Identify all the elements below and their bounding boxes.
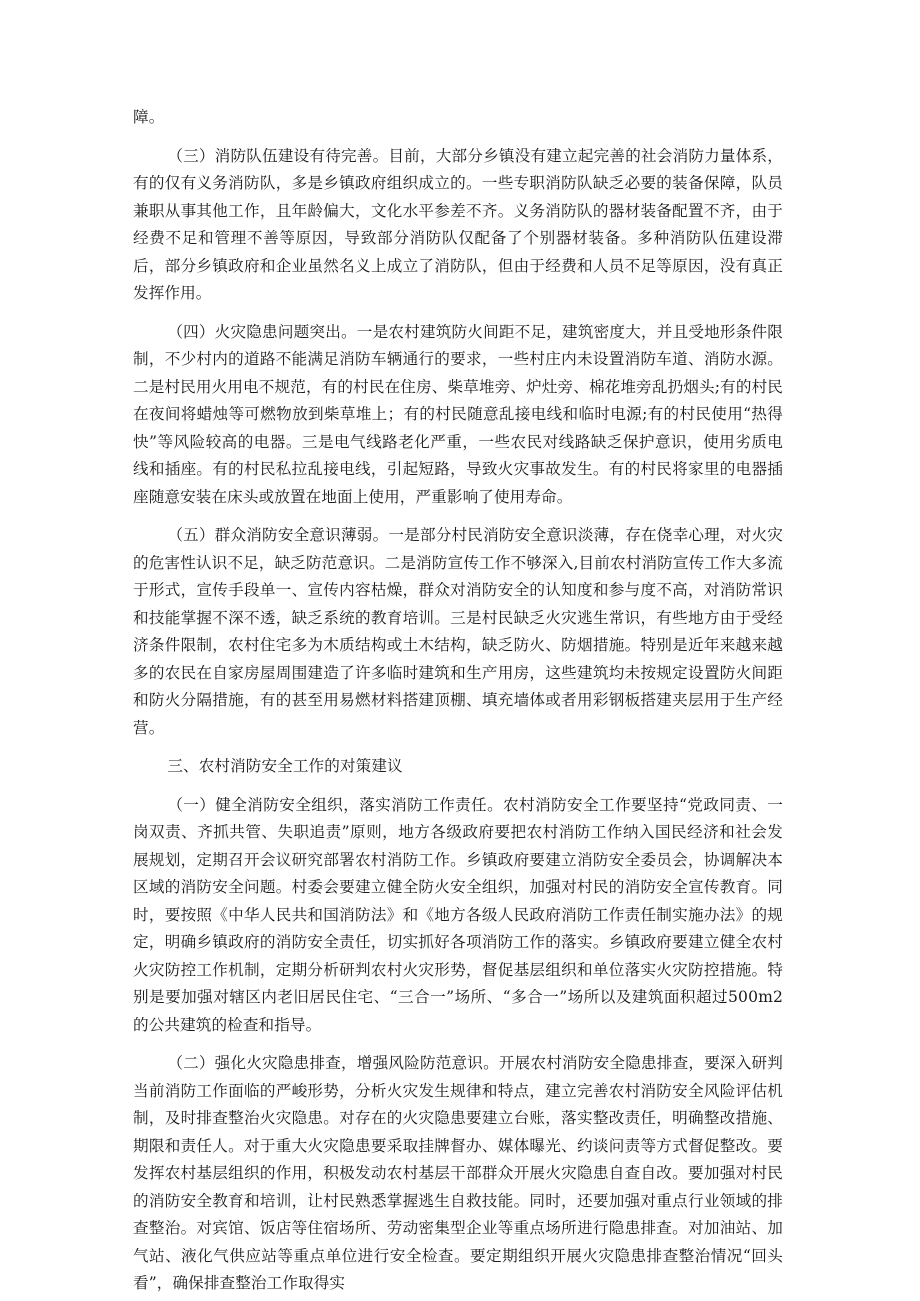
paragraph-organization: （一）健全消防安全组织，落实消防工作责任。农村消防安全工作要坚持“党政同责、一岗双责、齐抓共管、失职追责”原则，地方各级政府要把农村消防工作纳入国民经济和社会发展规划，定期召开会议研究部署农村消防工作。乡镇政府要建立消防安全委员会，协调解决本区域的消防安全问题。村委会要建立健全防火安全组织，加强对村民的消防安全宣传教育。同时，要按照《中华人民共和国消防法》和《地方各级人民政府消防工作责任制实施办法》的规定，明确乡镇政府的消防安全责任，切实抓好各项消防工作的落实。乡镇政府要建立健全农村火灾防控工作机制，定期分析研判农村火灾形势，督促基层组织和单位落实火灾防控措施。特别是要加强对辖区内老旧居民住宅、“三合一”场所、“多合一”场所以及建筑面积超过500m2的公共建筑的检查和指导。 xyxy=(133,795,783,1034)
paragraph-public-awareness: （五）群众消防安全意识薄弱。一是部分村民消防安全意识淡薄，存在侥幸心理，对火灾的危害性认识不足，缺乏防范意识。二是消防宣传工作不够深入,目前农村消防宣传工作大多流于形式，宣传手段单一、宣传内容枯燥，群众对消防安全的认知度和参与度不高，对消防常识和技能掌握不深不透，缺乏系统的教育培训。三是村民缺乏火灾逃生常识，有些地方由于受经济条件限制，农村住宅多为木质结构或土木结构，缺乏防火、防烟措施。特别是近年来越来越多的农民在自家房屋周围建造了许多临时建筑和生产用房，这些建筑均未按规定设置防火间距和防火分隔措施，有的甚至用易燃材料搭建顶棚、填充墙体或者用彩钢板搭建夹层用于生产经营。 xyxy=(133,526,783,737)
document-page xyxy=(133,104,783,1298)
paragraph-fire-hazards: （四）火灾隐患问题突出。一是农村建筑防火间距不足，建筑密度大，并且受地形条件限制，不少村内的道路不能满足消防车辆通行的要求，一些村庄内未设置消防车道、消防水源。二是村民用火用电不规范，有的村民在住房、柴草堆旁、炉灶旁、棉花堆旁乱扔烟头;有的村民在夜间将蜡烛等可燃物放到柴草堆上；有的村民随意乱接电线和临时电源;有的村民使用“热得快”等风险较高的电器。三是电气线路老化严重，一些农民对线路缺乏保护意识，使用劣质电线和插座。有的村民私拉乱接电线，引起短路，导致火灾事故发生。有的村民将家里的电器插座随意安装在床头或放置在地面上使用，严重影响了使用寿命。 xyxy=(133,322,783,506)
paragraph-hazard-inspection: （二）强化火灾隐患排查，增强风险防范意识。开展农村消防安全隐患排查，要深入研判当前消防工作面临的严峻形势，分析火灾发生规律和特点，建立完善农村消防安全风险评估机制，及时排查整治火灾隐患。对存在的火灾隐患要建立台账，落实整改责任，明确整改措施、期限和责任人。对于重大火灾隐患要采取挂牌督办、媒体曝光、约谈问责等方式督促整改。要发挥农村基层组织的作用，积极发动农村基层干部群众开展火灾隐患自查自改。要加强对村民的消防安全教育和培训，让村民熟悉掌握逃生自救技能。同时，还要加强对重点行业领域的排查整治。对宾馆、饭店等住宿场所、劳动密集型企业等重点场所进行隐患排查。对加油站、加气站、液化气供应站等重点单位进行安全检查。要定期组织开展火灾隐患排查整治情况“回头看”，确保排查整治工作取得实 xyxy=(133,1054,783,1292)
continuation-text: 障。 xyxy=(133,108,165,126)
paragraph-fire-brigade: （三）消防队伍建设有待完善。目前，大部分乡镇没有建立起完善的社会消防力量体系，有的仅有义务消防队，多是乡镇政府组织成立的。一些专职消防队缺乏必要的装备保障，队员兼职从事其他工作，且年龄偏大，文化水平参差不齐。义务消防队的器材装备配置不齐，由于经费不足和管理不善等原因，导致部分消防队仅配备了个别器材装备。多种消防队伍建设滞后，部分乡镇政府和企业虽然名义上成立了消防队，但由于经费和人员不足等原因，没有真正发挥作用。 xyxy=(133,146,783,302)
section-heading: 三、农村消防安全工作的对策建议 xyxy=(167,757,403,775)
